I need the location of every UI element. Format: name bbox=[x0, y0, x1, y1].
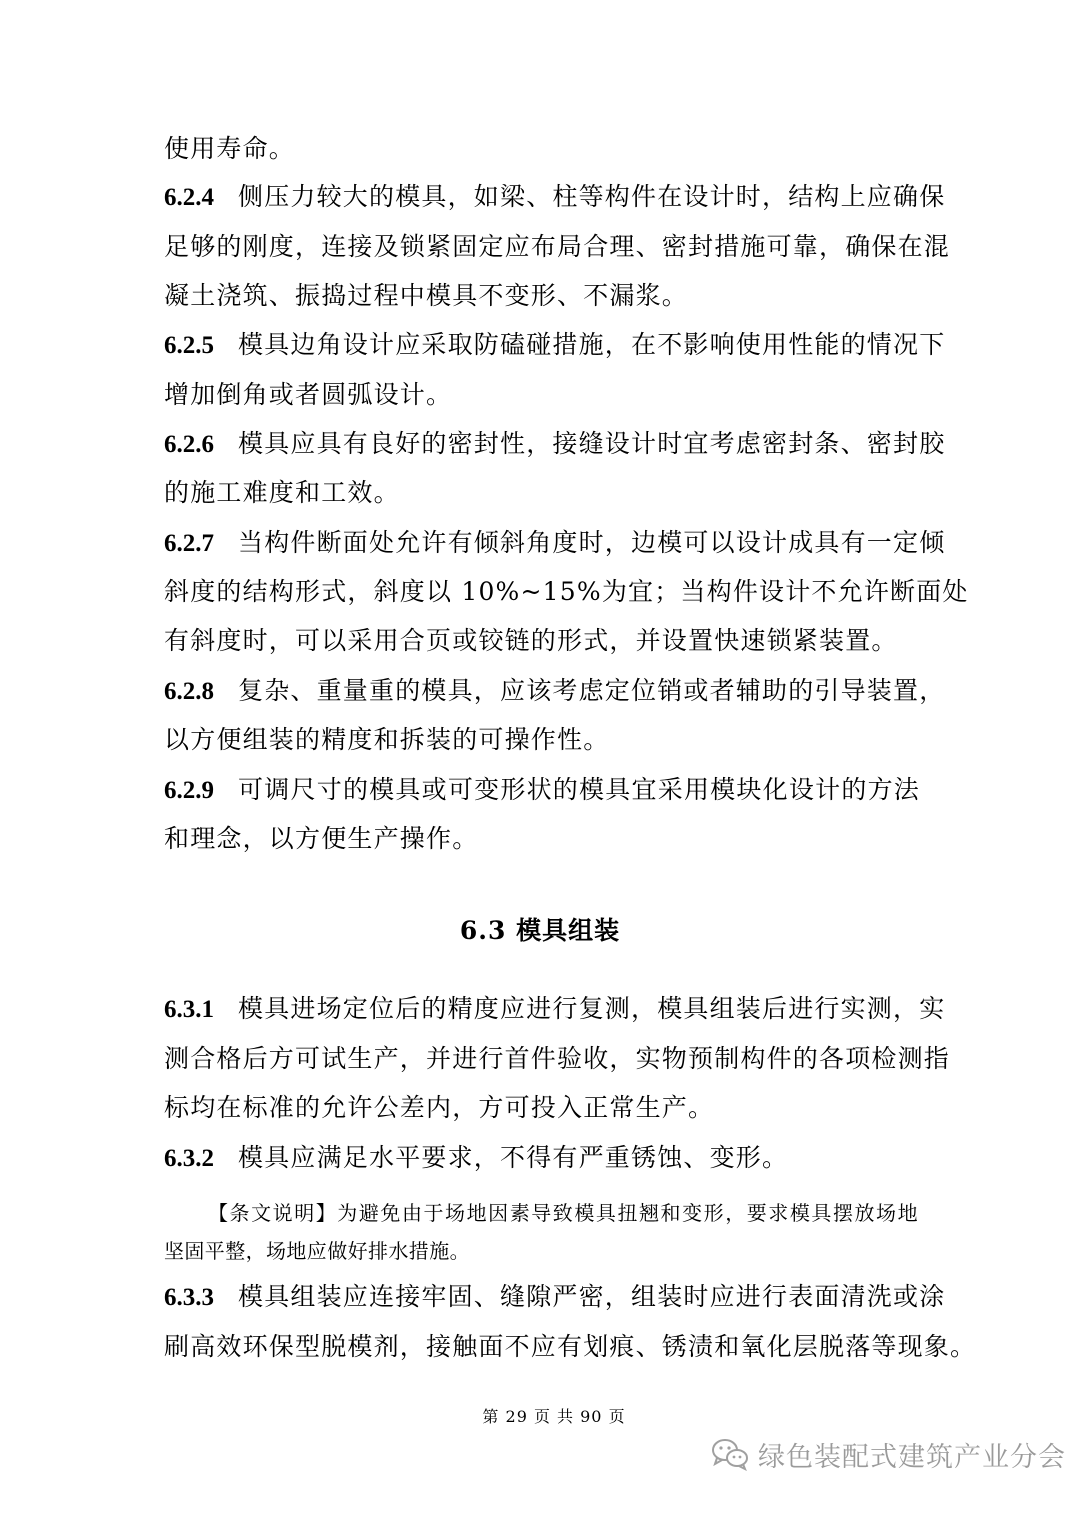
watermark-text: 绿色装配式建筑产业分会 bbox=[758, 1441, 1066, 1473]
text-line bbox=[164, 180, 946, 215]
clause-text: 当构件断面处允许有倾斜角度时，边模可以设计成具有一定倾 bbox=[238, 528, 946, 557]
clause-text: 模具进场定位后的精度应进行复测，模具组装后进行实测，实 bbox=[238, 994, 946, 1023]
clause-number: 6.3.1 bbox=[164, 996, 214, 1023]
clause-text: 可调尺寸的模具或可变形状的模具宜采用模块化设计的方法 bbox=[238, 775, 920, 804]
clause-number: 6.3.2 bbox=[164, 1145, 214, 1172]
clause-text: 模具应具有良好的密封性，接缝设计时宜考虑密封条、密封胶 bbox=[238, 429, 946, 458]
text-line bbox=[164, 992, 946, 1027]
text-line bbox=[164, 1280, 946, 1315]
wechat-icon bbox=[710, 1437, 750, 1471]
clause-text: 模具应满足水平要求，不得有严重锈蚀、变形。 bbox=[238, 1143, 789, 1172]
text-line bbox=[164, 526, 946, 561]
clause-text: 凝土浇筑、振捣过程中模具不变形、不漏浆。 bbox=[164, 281, 689, 310]
clause-number: 6.2.9 bbox=[164, 777, 214, 804]
clause-text: 模具边角设计应采取防磕碰措施，在不影响使用性能的情况下 bbox=[238, 330, 946, 359]
text-line bbox=[164, 575, 969, 609]
section-heading: 6.3 模具组装 bbox=[459, 916, 621, 945]
clause-text: 测合格后方可试生产，并进行首件验收，实物预制构件的各项检测指 bbox=[164, 1044, 951, 1073]
text-line bbox=[164, 723, 920, 757]
clause-text: 和理念，以方便生产操作。 bbox=[164, 824, 479, 853]
clause-text: 使用寿命。 bbox=[164, 134, 296, 163]
clause-text: 有斜度时，可以采用合页或铰链的形式，并设置快速锁紧装置。 bbox=[164, 626, 898, 655]
clause-text: 增加倒角或者圆弧设计。 bbox=[164, 380, 453, 409]
text-line bbox=[164, 822, 920, 856]
clause-number: 6.2.4 bbox=[164, 184, 214, 211]
clause-text: 以方便组装的精度和拆装的可操作性。 bbox=[164, 725, 610, 754]
text-line bbox=[164, 230, 951, 264]
note-line-1: 【条文说明】为避免由于场地因素导致模具扭翘和变形，要求模具摆放场地 bbox=[208, 1201, 918, 1225]
clause-text: 复杂、重量重的模具，应该考虑定位销或者辅助的引导装置， bbox=[238, 676, 946, 705]
clause-text: 的施工难度和工效。 bbox=[164, 478, 400, 507]
text-line bbox=[164, 476, 920, 510]
clause-number: 6.2.8 bbox=[164, 678, 214, 705]
text-line bbox=[164, 674, 946, 709]
clause-text: 模具组装应连接牢固、缝隙严密，组装时应进行表面清洗或涂 bbox=[238, 1282, 946, 1311]
text-line bbox=[164, 624, 920, 658]
text-line bbox=[164, 773, 920, 808]
text-line bbox=[164, 1141, 920, 1176]
text-line bbox=[164, 328, 946, 363]
clause-text: 侧压力较大的模具，如梁、柱等构件在设计时，结构上应确保 bbox=[238, 182, 946, 211]
text-line bbox=[164, 378, 920, 412]
text-line bbox=[164, 1330, 977, 1364]
text-line bbox=[164, 132, 920, 166]
clause-text: 斜度的结构形式，斜度以 10%~15%为宜；当构件设计不允许断面处 bbox=[164, 577, 969, 606]
clause-number: 6.2.6 bbox=[164, 431, 214, 458]
clause-number: 6.2.7 bbox=[164, 530, 214, 557]
text-line bbox=[164, 427, 946, 462]
clause-number: 6.3.3 bbox=[164, 1284, 214, 1311]
clause-text: 刷高效环保型脱模剂，接触面不应有划痕、锈渍和氧化层脱落等现象。 bbox=[164, 1332, 977, 1361]
page-footer: 第 29 页 共 90 页 bbox=[482, 1407, 626, 1426]
clause-text: 足够的刚度，连接及锁紧固定应布局合理、密封措施可靠，确保在混 bbox=[164, 232, 951, 261]
text-line bbox=[164, 1091, 920, 1125]
note-line-2: 坚固平整，场地应做好排水措施。 bbox=[164, 1239, 470, 1263]
text-line bbox=[164, 1042, 951, 1076]
clause-text: 标均在标准的允许公差内，方可投入正常生产。 bbox=[164, 1093, 715, 1122]
text-line bbox=[164, 279, 920, 313]
clause-number: 6.2.5 bbox=[164, 332, 214, 359]
watermark bbox=[710, 1432, 1066, 1476]
